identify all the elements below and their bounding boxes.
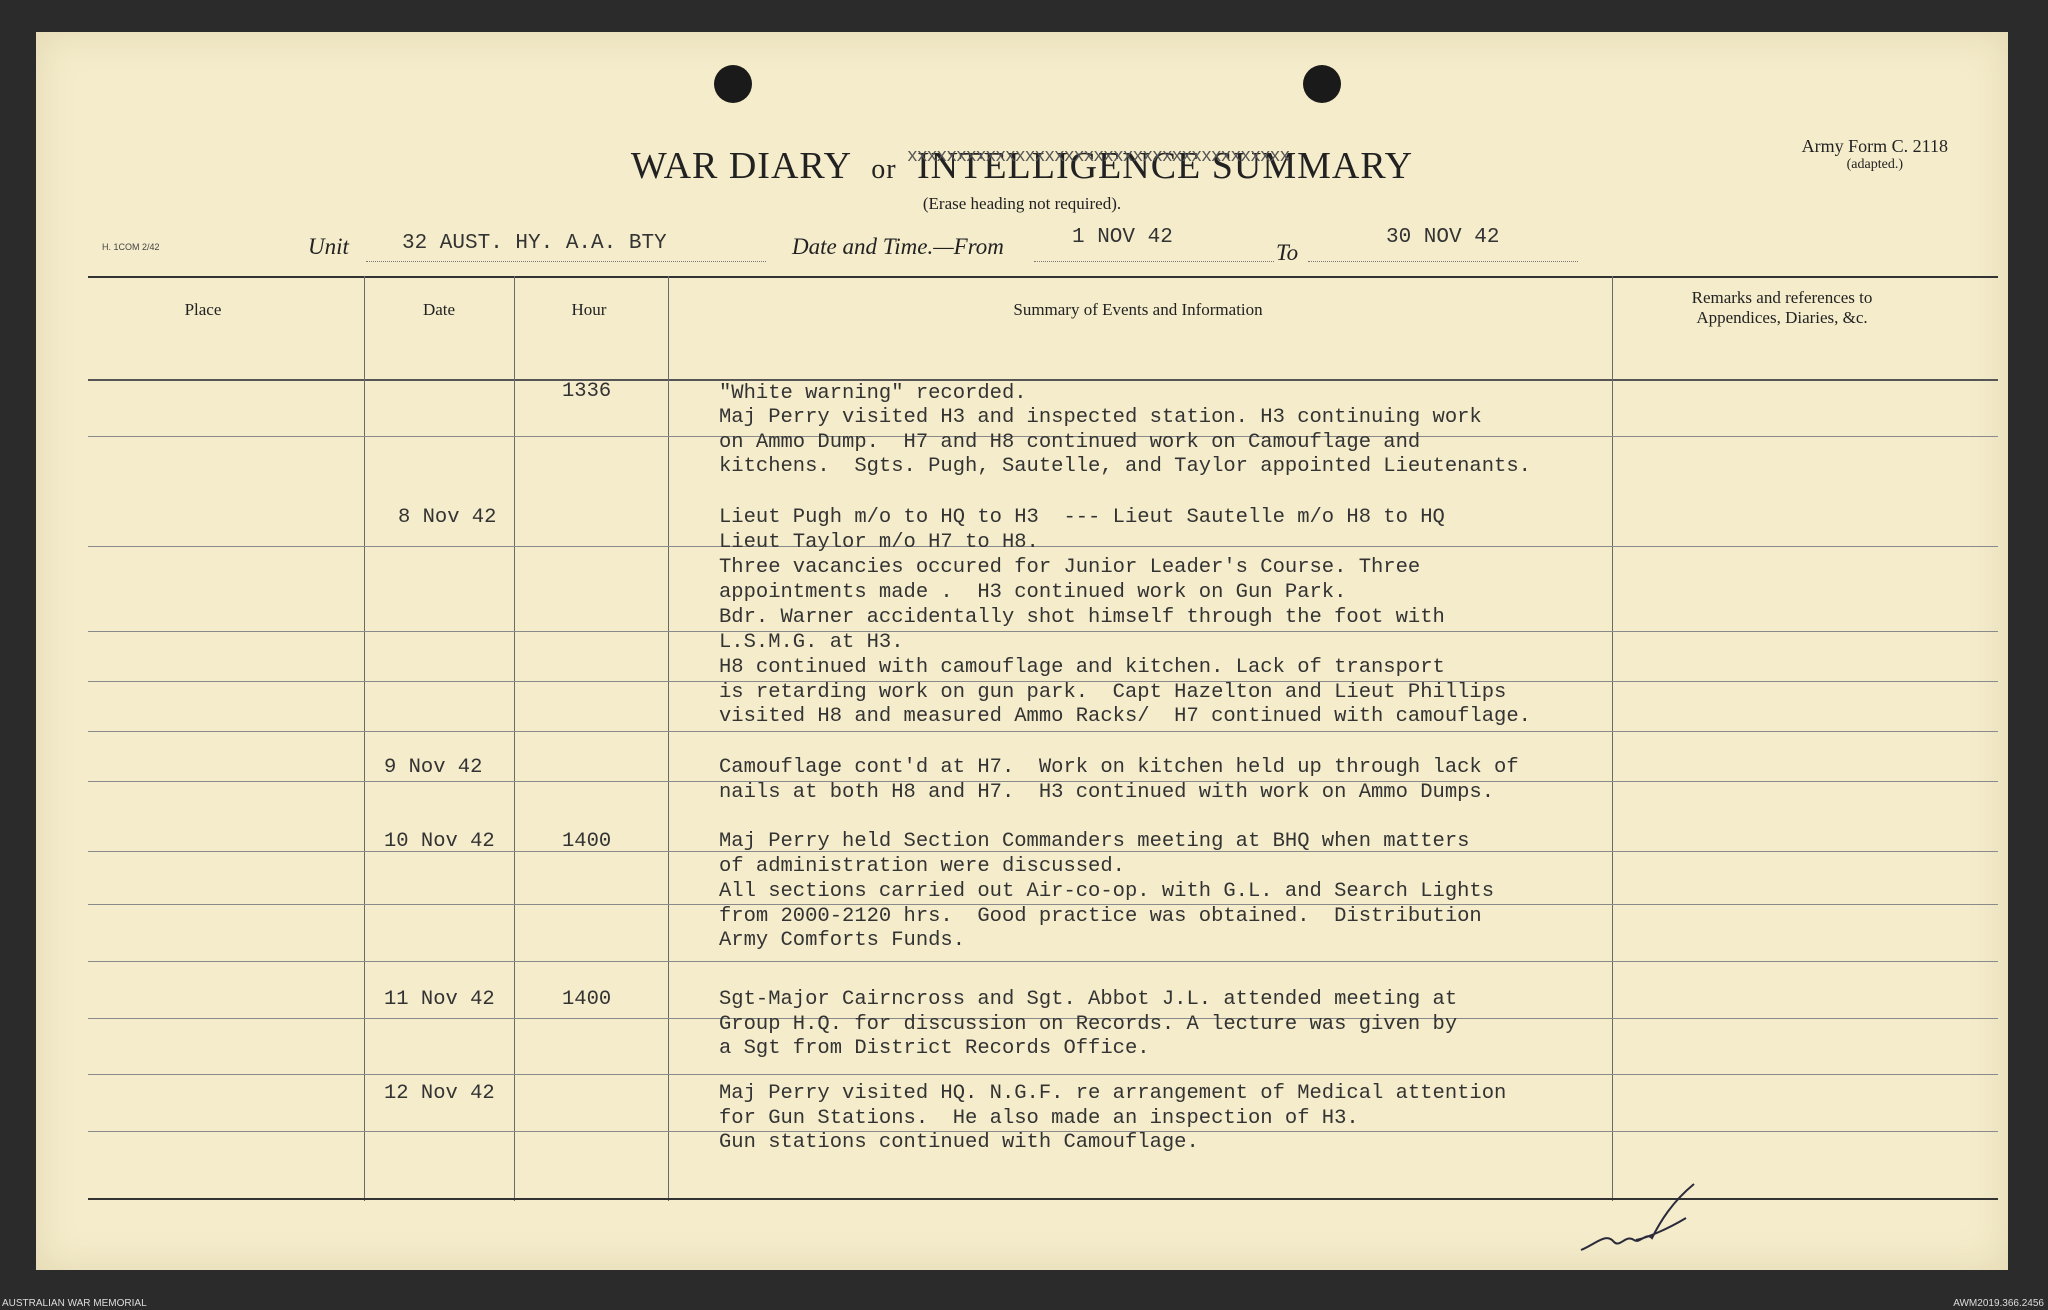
entry-text: Maj Perry visited H3 and inspected station. H3 continuing work on Ammo Dump. H7 and H8 continued work on Camouflage and kitchens. Sgts. Pugh, Sautelle, and Taylor appointed Lieutenants. (719, 406, 1531, 478)
signature-mark (1576, 1182, 1716, 1262)
remarks-line1: Remarks and references to (1691, 288, 1873, 307)
col-divider (668, 276, 669, 1201)
unit-label: Unit (308, 234, 349, 259)
col-header-summary: Summary of Events and Information (1013, 300, 1263, 319)
entry-text: H8 continued with camouflage and kitchen. Lack of transport is retarding work on gun park. Capt Hazelton and Lieut Phillips visited H8 and measured Ammo Racks/ H7 continued with camouflage. (719, 656, 1531, 728)
date-from-label: Date and Time.—From (792, 234, 1004, 259)
date-cell: 11 Nov 42 (384, 988, 495, 1011)
col-divider (1612, 276, 1613, 1201)
col-divider (364, 276, 365, 1201)
hour-cell: 1336 (562, 380, 612, 403)
col-header-place: Place (184, 300, 222, 319)
entry-text: Bdr. Warner accidentally shot himself through the foot with L.S.M.G. at H3. (719, 606, 1445, 654)
date-from-underline (1034, 261, 1274, 262)
punch-hole (714, 65, 752, 103)
row-rule (88, 961, 1998, 962)
col-header-date: Date (422, 300, 456, 319)
entry-text: Camouflage cont'd at H7. Work on kitchen held up through lack of nails at both H8 and H7. H3 continued with work on Ammo Dumps. (719, 756, 1519, 804)
subtitle: (Erase heading not required). (922, 194, 1122, 213)
print-code: H. 1COM 2/42 (102, 242, 160, 252)
entry-text: Three vacancies occured for Junior Leader's Course. Three appointments made . H3 continued work on Gun Park. (719, 556, 1421, 604)
date-from-value: 1 NOV 42 (1072, 226, 1173, 249)
header-bottom-rule (88, 379, 1998, 381)
title-or: or (871, 154, 897, 185)
date-to-label: To (1276, 240, 1299, 265)
date-cell: 8 Nov 42 (398, 506, 497, 529)
footer-archive-name: AUSTRALIAN WAR MEMORIAL (2, 1298, 147, 1309)
form-number-sub: (adapted.) (1846, 157, 1903, 172)
title-struck: INTELLIGENCE SUMMARY xxxxxxxxxxxxxxxxxxxxxxxxxxxxxxxxxxxxxxx (917, 145, 1413, 187)
date-cell: 10 Nov 42 (384, 830, 495, 853)
hour-cell: 1400 (562, 988, 612, 1011)
diary-title (36, 144, 2008, 188)
unit-value: 32 AUST. HY. A.A. BTY (402, 232, 667, 255)
date-to-underline (1308, 261, 1578, 262)
date-cell: 12 Nov 42 (384, 1082, 495, 1105)
date-cell: 9 Nov 42 (384, 756, 483, 779)
entry-text: Lieut Pugh m/o to HQ to H3 --- Lieut Sautelle m/o H8 to HQ Lieut Taylor m/o H7 to H8. (719, 506, 1445, 554)
entry-text: Maj Perry held Section Commanders meeting at BHQ when matters of administration were discussed. (719, 830, 1470, 878)
hour-cell: 1400 (562, 830, 612, 853)
form-number-block (1802, 136, 1948, 173)
row-rule (88, 1074, 1998, 1075)
punch-hole (1303, 65, 1341, 103)
col-divider (514, 276, 515, 1201)
table-top-rule (88, 276, 1998, 278)
remarks-line2: Appendices, Diaries, &c. (1696, 308, 1868, 327)
date-to-value: 30 NOV 42 (1386, 226, 1500, 249)
form-number: Army Form C. 2118 (1801, 136, 1948, 156)
entry-text: Maj Perry visited HQ. N.G.F. re arrangement of Medical attention for Gun Stations. He also made an inspection of H3. Gun stations continued with Camouflage. (719, 1082, 1507, 1154)
col-header-hour: Hour (571, 300, 607, 319)
row-rule (88, 731, 1998, 732)
unit-underline (366, 261, 766, 262)
entry-text: Sgt-Major Cairncross and Sgt. Abbot J.L. attended meeting at Group H.Q. for discussion on Records. A lecture was given by a Sgt from District Records Office. (719, 988, 1458, 1060)
entry-text: "White warning" recorded. (719, 382, 1027, 405)
diary-sheet (36, 32, 2008, 1270)
entry-text: All sections carried out Air-co-op. with G.L. and Search Lights from 2000-2120 hrs. Good practice was obtained. Distribution Army Comforts Funds. (719, 880, 1495, 952)
title-main: WAR DIARY (630, 145, 851, 187)
footer-archive-id: AWM2019.366.2456 (1953, 1298, 2044, 1309)
